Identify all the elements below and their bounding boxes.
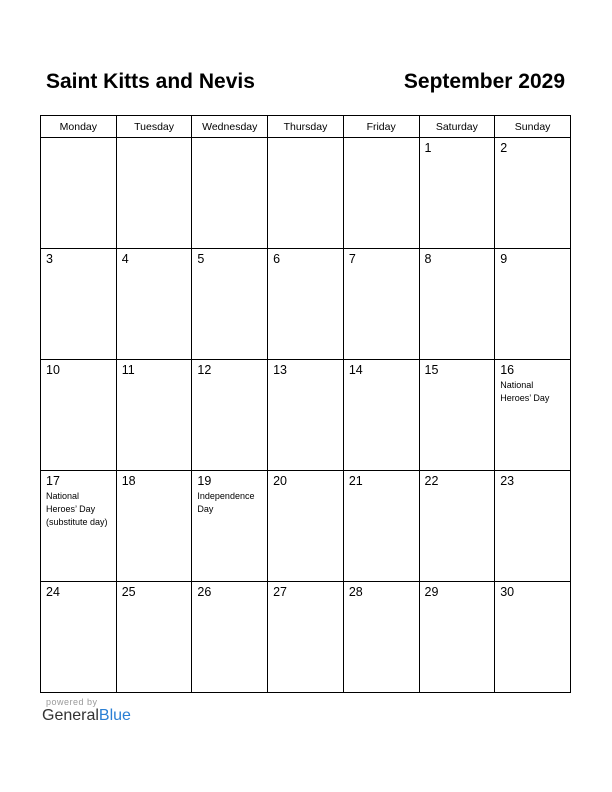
day-number: 8 [424, 252, 432, 266]
holiday-label: National [500, 380, 534, 390]
day-cell[interactable] [495, 582, 571, 693]
day-cell[interactable] [495, 249, 571, 360]
day-cell[interactable] [495, 138, 571, 249]
day-cell[interactable] [192, 360, 268, 471]
day-number: 29 [424, 585, 439, 599]
day-cell[interactable] [343, 360, 419, 471]
day-number: 19 [197, 474, 212, 488]
day-number: 10 [46, 363, 60, 377]
day-number: 6 [273, 252, 281, 266]
holiday-label: Heroes’ Day [500, 393, 550, 403]
day-cell[interactable] [116, 582, 192, 693]
day-number: 17 [46, 474, 60, 488]
holiday-label: Day [197, 504, 214, 514]
brand-general-text: General [42, 707, 99, 724]
powered-by-label: powered by [46, 697, 98, 707]
day-number: 26 [197, 585, 212, 599]
holiday-label: Heroes’ Day [46, 504, 96, 514]
day-number: 1 [424, 141, 432, 155]
day-cell[interactable] [268, 582, 344, 693]
holiday-label: National [46, 491, 80, 501]
week-row [41, 471, 571, 582]
day-number: 23 [500, 474, 515, 488]
empty-day-cell [268, 138, 344, 249]
day-number: 9 [500, 252, 508, 266]
day-number: 22 [424, 474, 439, 488]
day-number: 2 [500, 141, 508, 155]
day-cell[interactable] [192, 471, 268, 582]
weekday-header: Saturday [419, 116, 495, 138]
day-number: 27 [273, 585, 288, 599]
day-cell[interactable] [495, 471, 571, 582]
holiday-label: (substitute day) [46, 517, 108, 527]
week-row [41, 360, 571, 471]
day-cell[interactable] [41, 360, 117, 471]
day-number: 15 [424, 363, 439, 377]
day-cell[interactable] [268, 249, 344, 360]
day-number: 7 [348, 252, 356, 266]
day-number: 4 [121, 252, 129, 266]
day-cell[interactable] [192, 249, 268, 360]
day-cell[interactable] [116, 249, 192, 360]
empty-day-cell [41, 138, 117, 249]
calendar-grid [40, 115, 571, 693]
day-cell[interactable] [268, 360, 344, 471]
day-cell[interactable] [192, 582, 268, 693]
weekday-header: Friday [343, 116, 419, 138]
empty-day-cell [116, 138, 192, 249]
day-cell[interactable] [419, 249, 495, 360]
day-number: 21 [348, 474, 363, 488]
week-row [41, 249, 571, 360]
month-year-title: September 2029 [403, 70, 565, 93]
week-row [41, 582, 571, 693]
day-number: 18 [121, 474, 136, 488]
generalblue-logo[interactable] [42, 707, 131, 725]
day-cell[interactable] [495, 360, 571, 471]
weekday-header: Monday [41, 116, 117, 138]
weekday-header-row [41, 116, 571, 138]
day-number: 13 [273, 363, 288, 377]
day-cell[interactable] [419, 471, 495, 582]
day-cell[interactable] [343, 249, 419, 360]
day-cell[interactable] [419, 582, 495, 693]
day-number: 11 [121, 363, 135, 377]
weekday-header: Wednesday [192, 116, 268, 138]
day-cell[interactable] [41, 249, 117, 360]
day-number: 14 [348, 363, 363, 377]
day-cell[interactable] [343, 471, 419, 582]
day-cell[interactable] [419, 138, 495, 249]
footer-branding [42, 697, 131, 725]
weekday-header: Thursday [268, 116, 344, 138]
day-cell[interactable] [41, 471, 117, 582]
day-number: 16 [500, 363, 515, 377]
day-number: 30 [500, 585, 515, 599]
day-cell[interactable] [268, 471, 344, 582]
weekday-header: Tuesday [116, 116, 192, 138]
empty-day-cell [192, 138, 268, 249]
empty-day-cell [343, 138, 419, 249]
day-number: 24 [46, 585, 60, 599]
brand-blue-text: Blue [98, 707, 131, 724]
day-cell[interactable] [116, 471, 192, 582]
holiday-label: Independence [197, 491, 255, 501]
day-cell[interactable] [41, 582, 117, 693]
day-number: 25 [121, 585, 136, 599]
weekday-header: Sunday [495, 116, 571, 138]
day-number: 5 [197, 252, 205, 266]
day-number: 3 [46, 252, 53, 266]
week-row [41, 138, 571, 249]
country-title: Saint Kitts and Nevis [46, 70, 255, 93]
day-number: 12 [197, 363, 212, 377]
day-number: 20 [273, 474, 288, 488]
day-cell[interactable] [116, 360, 192, 471]
day-cell[interactable] [343, 582, 419, 693]
day-cell[interactable] [419, 360, 495, 471]
day-number: 28 [348, 585, 363, 599]
